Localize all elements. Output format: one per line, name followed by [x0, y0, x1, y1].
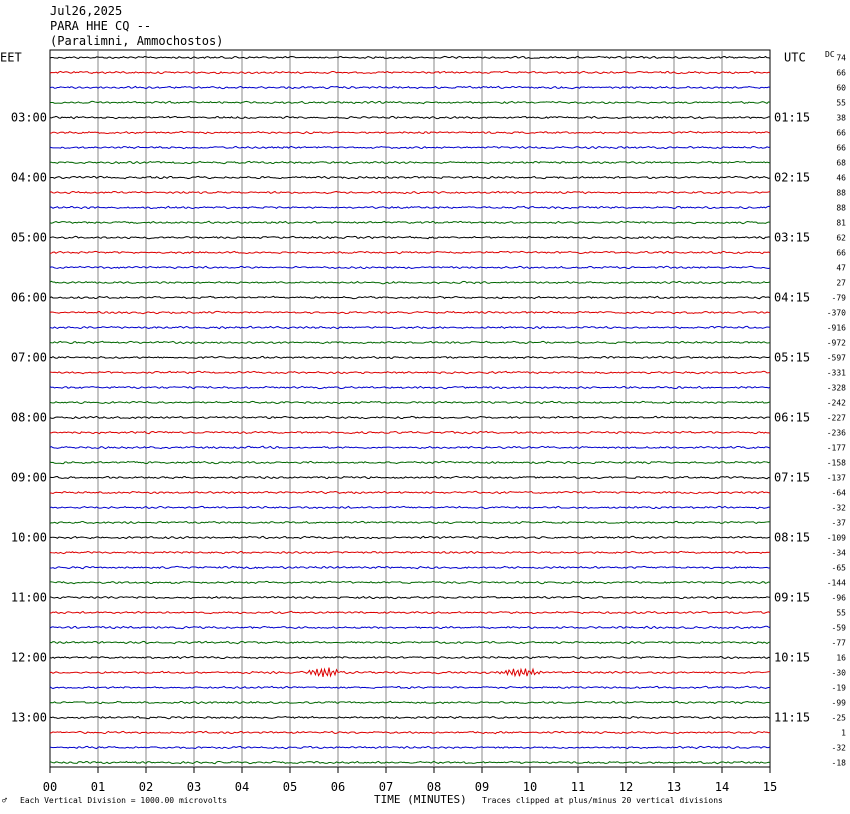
x-tick-label: 01	[90, 780, 106, 794]
right-hour-label: 08:15	[774, 530, 811, 545]
left-hour-label: 06:00	[10, 290, 47, 305]
right-hour-label: 04:15	[774, 290, 811, 305]
trace-line	[50, 581, 770, 583]
dc-offset-label: 66	[836, 248, 846, 258]
trace-line	[50, 191, 770, 193]
dc-offset-label: -32	[831, 743, 846, 753]
dc-offset-label: 66	[836, 128, 846, 138]
trace-line	[50, 281, 770, 283]
x-tick-label: 15	[762, 780, 778, 794]
dc-offset-label: -37	[831, 518, 846, 528]
trace-line	[50, 686, 770, 688]
dc-offset-label: -242	[826, 398, 846, 408]
dc-offset-label: -331	[826, 368, 846, 378]
dc-offset-label: -109	[826, 533, 846, 543]
dc-offset-label: -236	[826, 428, 846, 438]
dc-offset-label: -19	[831, 683, 846, 693]
dc-offset-label: -328	[826, 383, 846, 393]
x-tick-label: 05	[282, 780, 298, 794]
trace-line	[50, 251, 770, 253]
trace-line	[50, 746, 770, 748]
trace-line	[50, 476, 770, 478]
trace-line	[50, 596, 770, 598]
dc-offset-label: -227	[826, 413, 846, 423]
dc-offset-label: -177	[826, 443, 846, 453]
trace-line	[50, 371, 770, 374]
right-hour-label: 06:15	[774, 410, 811, 425]
right-hour-label: 11:15	[774, 710, 811, 725]
dc-offset-label: -96	[831, 593, 846, 603]
clip-note: Traces clipped at plus/minus 20 vertical divisions	[482, 796, 723, 805]
left-hour-label: 10:00	[10, 530, 47, 545]
dc-offset-label: 1	[841, 728, 846, 738]
dc-offset-label: 55	[836, 608, 846, 618]
trace-line	[50, 356, 770, 358]
x-tick-label: 09	[474, 780, 490, 794]
right-hour-label: 02:15	[774, 170, 811, 185]
dc-offset-label: -25	[831, 713, 846, 723]
dc-offset-label: -972	[826, 338, 846, 348]
trace-line	[50, 566, 770, 568]
dc-offset-label: -18	[831, 758, 846, 768]
trace-line	[50, 641, 770, 643]
trace-line	[50, 146, 770, 148]
trace-line	[50, 236, 770, 238]
trace-line	[50, 626, 770, 628]
trace-line	[50, 161, 770, 163]
left-hour-label: 04:00	[10, 170, 47, 185]
dc-header-label: DC	[825, 50, 835, 59]
trace-line	[50, 71, 770, 73]
trace-line	[50, 401, 770, 403]
x-tick-label: 08	[426, 780, 442, 794]
dc-offset-label: 16	[836, 653, 846, 663]
dc-offset-label: -137	[826, 473, 846, 483]
trace-line	[50, 326, 770, 328]
right-hour-label: 09:15	[774, 590, 811, 605]
station-label: PARA HHE CQ --	[50, 19, 152, 33]
dc-offset-label: -79	[831, 293, 846, 303]
trace-line	[50, 431, 770, 433]
trace-line	[50, 536, 770, 538]
left-hour-label: 09:00	[10, 470, 47, 485]
trace-line	[50, 521, 770, 523]
x-tick-label: 06	[330, 780, 346, 794]
scale-note: Each Vertical Division = 1000.00 microvolts	[20, 796, 228, 805]
trace-line	[50, 657, 770, 659]
trace-line	[50, 206, 770, 208]
dc-offset-label: 62	[836, 233, 846, 243]
date-label: Jul26,2025	[50, 4, 123, 18]
dc-offset-label: 88	[836, 188, 846, 198]
trace-line	[50, 506, 770, 508]
trace-line	[50, 716, 770, 718]
left-hour-label: 03:00	[10, 110, 47, 125]
dc-offset-label: -77	[831, 638, 846, 648]
dc-offset-label: -597	[826, 353, 846, 363]
trace-line	[50, 446, 770, 448]
x-tick-label: 10	[522, 780, 538, 794]
trace-line	[50, 311, 770, 313]
plot-frame	[50, 50, 770, 767]
dc-offset-label: -30	[831, 668, 846, 678]
trace-line	[50, 611, 770, 613]
trace-line	[50, 731, 770, 733]
right-hour-label: 05:15	[774, 350, 811, 365]
dc-offset-label: -158	[826, 458, 846, 468]
trace-line	[50, 56, 770, 58]
x-tick-label: 00	[42, 780, 58, 794]
trace-line	[50, 131, 770, 133]
trace-line	[50, 551, 770, 553]
trace-line	[50, 761, 770, 763]
right-hour-label: 10:15	[774, 650, 811, 665]
left-hour-label: 05:00	[10, 230, 47, 245]
right-timezone-label: UTC	[784, 50, 806, 65]
x-tick-label: 14	[714, 780, 730, 794]
dc-offset-label: -32	[831, 503, 846, 513]
dc-offset-label: 46	[836, 173, 846, 183]
x-tick-label: 03	[186, 780, 202, 794]
dc-offset-label: -916	[826, 323, 846, 333]
dc-offset-label: 68	[836, 158, 846, 168]
dc-offset-label: 38	[836, 113, 846, 123]
right-hour-label: 07:15	[774, 470, 811, 485]
dc-offset-label: 55	[836, 98, 846, 108]
trace-line	[50, 221, 770, 223]
x-tick-label: 12	[618, 780, 634, 794]
x-tick-label: 07	[378, 780, 394, 794]
left-hour-label: 08:00	[10, 410, 47, 425]
dc-offset-label: -144	[826, 578, 846, 588]
right-hour-label: 01:15	[774, 110, 811, 125]
trace-line	[50, 116, 770, 118]
left-hour-label: 11:00	[10, 590, 47, 605]
location-label: (Paralimni, Ammochostos)	[50, 34, 224, 48]
trace-line	[50, 101, 770, 103]
dc-offset-label: 81	[836, 218, 846, 228]
dc-offset-label: 27	[836, 278, 846, 288]
x-tick-label: 02	[138, 780, 154, 794]
dc-offset-label: -64	[831, 488, 846, 498]
trace-line	[50, 296, 770, 298]
dc-offset-label: 60	[836, 83, 846, 93]
dc-offset-label: 47	[836, 263, 846, 273]
dc-offset-label: -34	[831, 548, 846, 558]
trace-line	[50, 668, 770, 677]
x-axis-label: TIME (MINUTES)	[374, 793, 467, 806]
left-hour-label: 12:00	[10, 650, 47, 665]
trace-line	[50, 341, 770, 343]
x-tick-label: 11	[570, 780, 586, 794]
dc-offset-label: 66	[836, 143, 846, 153]
trace-line	[50, 386, 770, 388]
x-tick-label: 04	[234, 780, 250, 794]
left-hour-label: 13:00	[10, 710, 47, 725]
left-hour-label: 07:00	[10, 350, 47, 365]
dc-offset-label: -370	[826, 308, 846, 318]
dc-offset-label: 88	[836, 203, 846, 213]
dc-offset-label: -99	[831, 698, 846, 708]
trace-line	[50, 491, 770, 493]
left-timezone-label: EET	[0, 50, 22, 65]
right-hour-label: 03:15	[774, 230, 811, 245]
trace-line	[50, 461, 770, 463]
trace-line	[50, 266, 770, 268]
x-tick-label: 13	[666, 780, 682, 794]
logo-mark: ♂	[2, 796, 7, 805]
dc-offset-label: 66	[836, 68, 846, 78]
trace-line	[50, 701, 770, 703]
dc-offset-label: 74	[836, 53, 846, 63]
dc-offset-label: -59	[831, 623, 846, 633]
trace-line	[50, 416, 770, 418]
trace-line	[50, 176, 770, 178]
trace-line	[50, 86, 770, 88]
dc-offset-label: -65	[831, 563, 846, 573]
